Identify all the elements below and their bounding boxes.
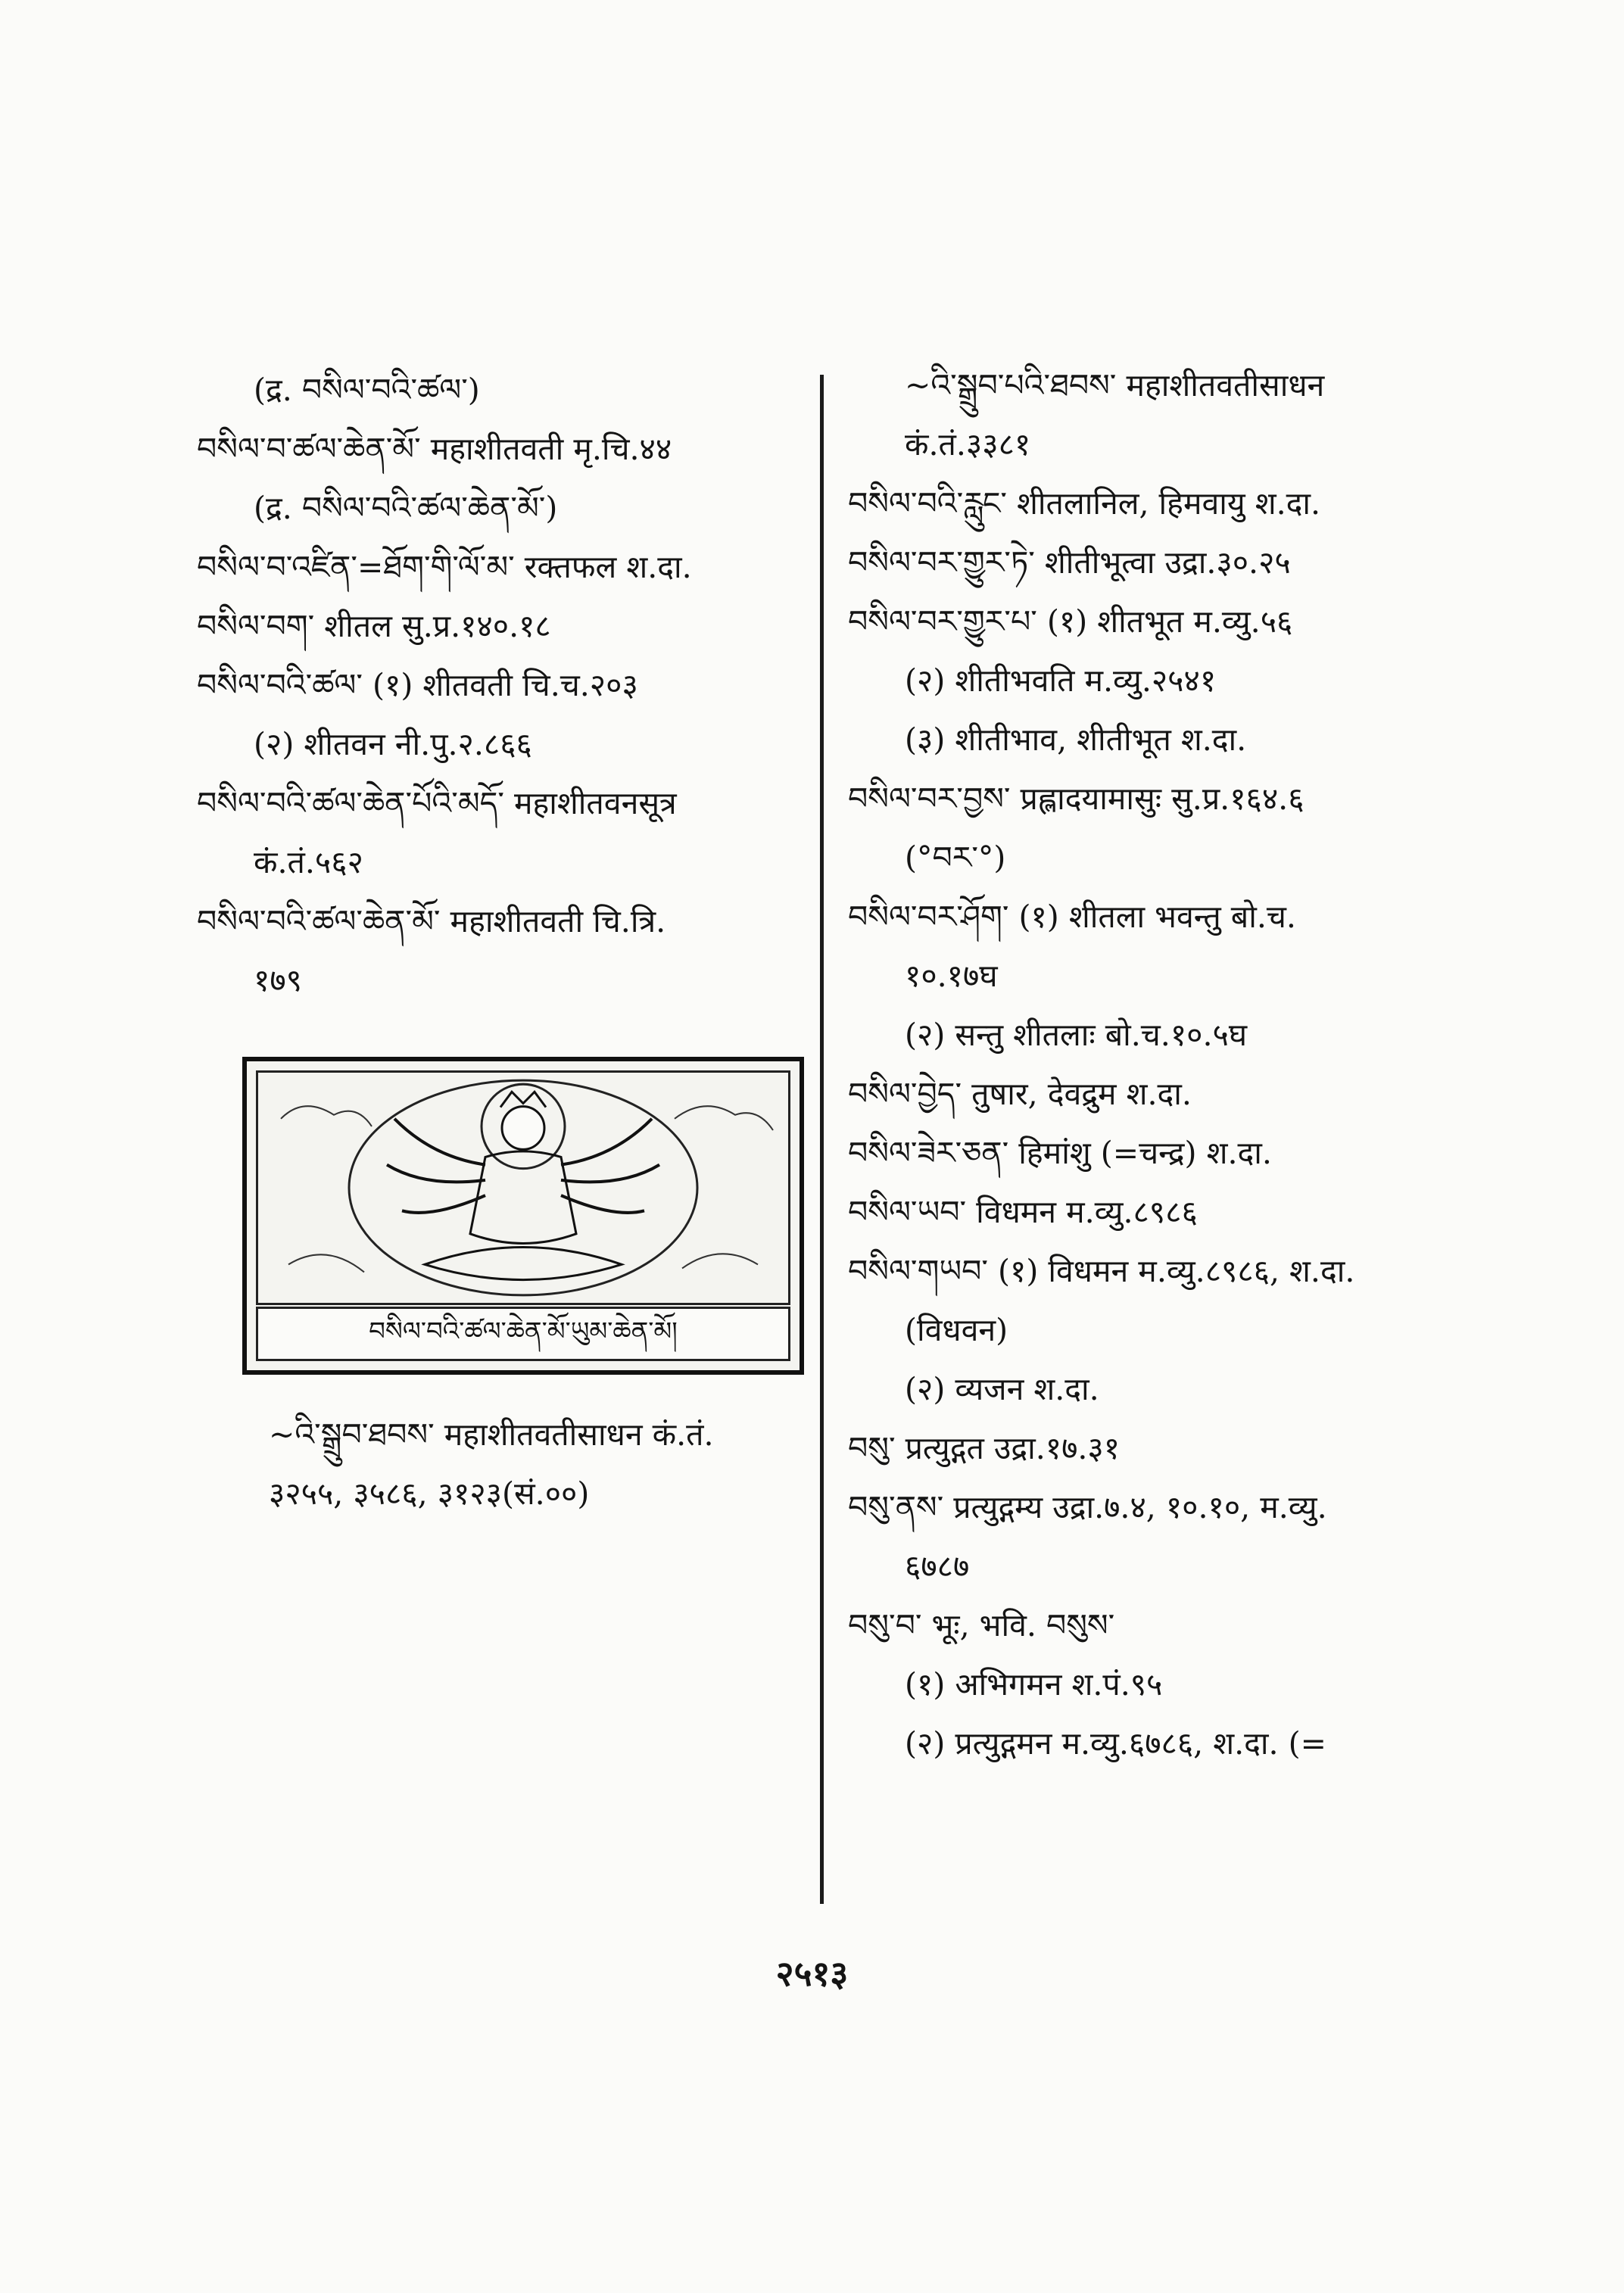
entry-line: १७९: [254, 962, 302, 999]
entry-line: བསིལ་བའི་ཚལ་ཆེན་མོ་ महाशीतवती चि.त्रि.: [197, 903, 666, 939]
illustration-frame: [256, 1070, 790, 1305]
entry-line: བསིལ་བར་གྱུར་ཏེ་ शीतीभूत्वा उद्रा.३०.२५: [848, 544, 1291, 581]
illustration-caption: བསིལ་བའི་ཚལ་ཆེན་མོ་ཡུམ་ཆེན་མོ།: [256, 1307, 790, 1361]
entry-line: ~འི་སྒྲུབ་པའི་ཐབས་ महाशीतवतीसाधन: [905, 367, 1325, 403]
entry-line: ६७८७: [905, 1548, 970, 1584]
entry-line: བསིལ་བའི་རླུང་ शीतलानिल, हिमवायु श.दा.: [848, 485, 1321, 522]
entry-line: བསུ་ प्रत्युद्गत उद्रा.१७.३१: [848, 1430, 1121, 1466]
page-number: २५१३: [775, 1953, 849, 1994]
entry-line: ~འི་སྒྲུབ་ཐབས་ महाशीतवतीसाधन कं.तं.: [269, 1416, 714, 1453]
entry-line: (२) प्रत्युद्गमन म.व्यु.६७८६, श.दा. (=: [905, 1725, 1326, 1762]
entry-line: (द्र. བསིལ་བའི་ཚལ་): [254, 372, 480, 408]
column-divider: [820, 375, 824, 1904]
entry-line: བསིལ་བྱེད་ तुषार, देवद्रुम श.दा.: [848, 1076, 1192, 1112]
entry-line: བསིལ་གཡབ་ (१) विधमन म.व्यु.८९८६, श.दा.: [848, 1253, 1355, 1289]
entry-line: བསིལ་བར་བྱས་ प्रह्लादयामासुः सु.प्र.१६४.६: [848, 780, 1304, 817]
entry-line: (२) सन्तु शीतलाः बो.च.१०.५घ: [905, 1017, 1248, 1053]
entry-line: བསུ་བ་ भूः, भवि. བསུས་: [848, 1607, 1115, 1643]
left-column: [197, 360, 803, 1523]
entry-line: कं.तं.५६२: [254, 844, 363, 880]
entry-line: བསིལ་བག་ शीतल सु.प्र.१४०.१८: [197, 608, 551, 644]
entry-line: (१) अभिगमन श.पं.९५: [905, 1666, 1163, 1703]
entry-line: ३२५५, ३५८६, ३१२३(सं.००): [269, 1475, 590, 1512]
entry-line: བསིལ་བ་འཛིན་=ཐོག་གི་ལོ་མ་ रक्तफल श.दा.: [197, 549, 692, 585]
entry-line: (°བར་°): [905, 840, 1006, 876]
entry-line: བསིལ་ཡབ་ विधमन म.व्यु.८९८६: [848, 1194, 1198, 1230]
entry-line: བསིལ་བར་གྱུར་པ་ (१) शीतभूत म.व्यु.५६: [848, 603, 1293, 640]
spacer: [197, 1010, 803, 1048]
entry-line: (२) शीतीभवति म.व्यु.२५४१: [905, 662, 1217, 699]
deity-illustration: [242, 1057, 804, 1375]
entry-line: (द्र. བསིལ་བའི་ཚལ་ཆེན་མོ་): [254, 490, 558, 526]
entry-line: (२) व्यजन श.दा.: [905, 1371, 1099, 1407]
deity-drawing-icon: [258, 1073, 788, 1303]
spacer: [197, 1375, 803, 1405]
entry-line: བསུ་ནས་ प्रत्युद्गम्य उद्रा.७.४, १०.१०, म.व्यु.: [848, 1489, 1327, 1525]
entry-line: कं.तं.३३८१: [905, 426, 1031, 463]
entry-line: བསིལ་བ་ཚལ་ཆེན་མོ་ महाशीतवती मृ.चि.४४: [197, 431, 672, 467]
entry-line: བསིལ་བའི་ཚལ་ཆེན་པོའི་མདོ་ महाशीतवनसूत्र: [197, 785, 677, 821]
right-column: [848, 356, 1469, 1773]
entry-line: བསིལ་བའི་ཚལ་ (१) शीतवती चि.च.२०३: [197, 667, 638, 703]
entry-line: (३) शीतीभाव, शीतीभूत श.दा.: [905, 721, 1247, 758]
entry-line: १०.१७घ: [905, 958, 998, 994]
entry-line: བསིལ་ཟེར་ཅན་ हिमांशु (=चन्द्र) श.दा.: [848, 1135, 1272, 1171]
entry-line: བསིལ་བར་ཤོག་ (१) शीतला भवन्तु बो.च.: [848, 899, 1296, 935]
entry-line: (विधवन): [905, 1312, 1008, 1348]
entry-line: (२) शीतवन नी.पु.२.८६६: [254, 726, 532, 762]
